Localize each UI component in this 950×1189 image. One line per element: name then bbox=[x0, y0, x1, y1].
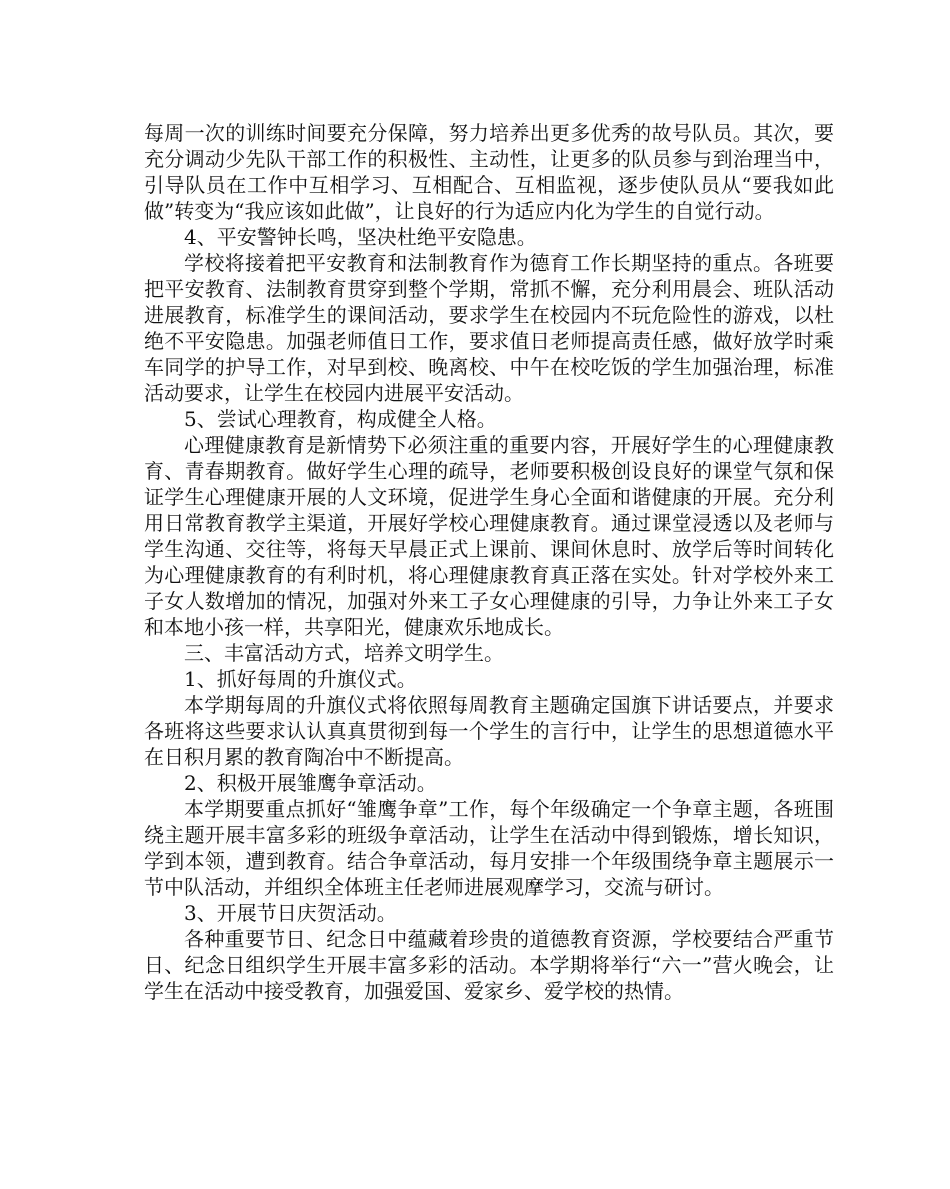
section-heading-flag-ceremony: 1、抓好每周的升旗仪式。 bbox=[184, 667, 417, 691]
section-heading-eagle-badge: 2、积极开展雏鹰争章活动。 bbox=[184, 771, 437, 795]
paragraph-continuation: 每周一次的训练时间要充分保障，努力培养出更多优秀的故号队员。其次，要充分调动少先队干部工作的积极性、主动性，让更多的队员参与到治理当中，引导队员在工作中互相学习、互相配合、互相监视，逐步使队员从“要我如此做”转变为“我应该如此做”，让良好的行为适应内化为学生的自觉行动。 bbox=[144, 121, 834, 223]
document-body bbox=[144, 120, 834, 1004]
section-heading-activities: 三、丰富活动方式，培养文明学生。 bbox=[184, 641, 504, 665]
section-heading-festivals: 3、开展节日庆贺活动。 bbox=[184, 901, 397, 925]
section-heading-psychology: 5、尝试心理教育，构成健全人格。 bbox=[184, 407, 497, 431]
section-heading-safety: 4、平安警钟长鸣，坚决杜绝平安隐患。 bbox=[184, 225, 537, 249]
paragraph-safety: 学校将接着把平安教育和法制教育作为德育工作长期坚持的重点。各班要把平安教育、法制教育贯穿到整个学期，常抓不懈，充分利用晨会、班队活动进展教育，标准学生的课间活动，要求学生在校园内不玩危险性的游戏，以杜绝不平安隐患。加强老师值日工作，要求值日老师提高责任感，做好放学时乘车同学的护导工作，对早到校、晚离校、中午在校吃饭的学生加强治理，标准活动要求，让学生在校园内进展平安活动。 bbox=[144, 251, 834, 405]
paragraph-psychology: 心理健康教育是新情势下必须注重的重要内容，开展好学生的心理健康教育、青春期教育。做好学生心理的疏导，老师要积极创设良好的课堂气氛和保证学生心理健康开展的人文环境，促进学生身心全面和谐健康的开展。充分利用日常教育教学主渠道，开展好学校心理健康教育。通过课堂浸透以及老师与学生沟通、交往等，将每天早晨正式上课前、课间休息时、放学后等时间转化为心理健康教育的有利时机，将心理健康教育真正落在实处。针对学校外来工子女人数增加的情况，加强对外来工子女心理健康的引导，力争让外来工子女和本地小孩一样，共享阳光，健康欢乐地成长。 bbox=[144, 433, 834, 639]
paragraph-festivals: 各种重要节日、纪念日中蕴藏着珍贵的道德教育资源，学校要结合严重节日、纪念日组织学生开展丰富多彩的活动。本学期将举行“六一”营火晚会，让学生在活动中接受教育，加强爱国、爱家乡、爱学校的热情。 bbox=[144, 927, 834, 1003]
paragraph-flag-ceremony: 本学期每周的升旗仪式将依照每周教育主题确定国旗下讲话要点，并要求各班将这些要求认认真真贯彻到每一个学生的言行中，让学生的思想道德水平在日积月累的教育陶冶中不断提高。 bbox=[144, 693, 834, 769]
paragraph-eagle-badge: 本学期要重点抓好“雏鹰争章”工作，每个年级确定一个争章主题，各班围绕主题开展丰富多彩的班级争章活动，让学生在活动中得到锻炼，增长知识，学到本领，遭到教育。结合争章活动，每月安排一个年级围绕争章主题展示一节中队活动，并组织全体班主任老师进展观摩学习，交流与研讨。 bbox=[144, 797, 834, 899]
